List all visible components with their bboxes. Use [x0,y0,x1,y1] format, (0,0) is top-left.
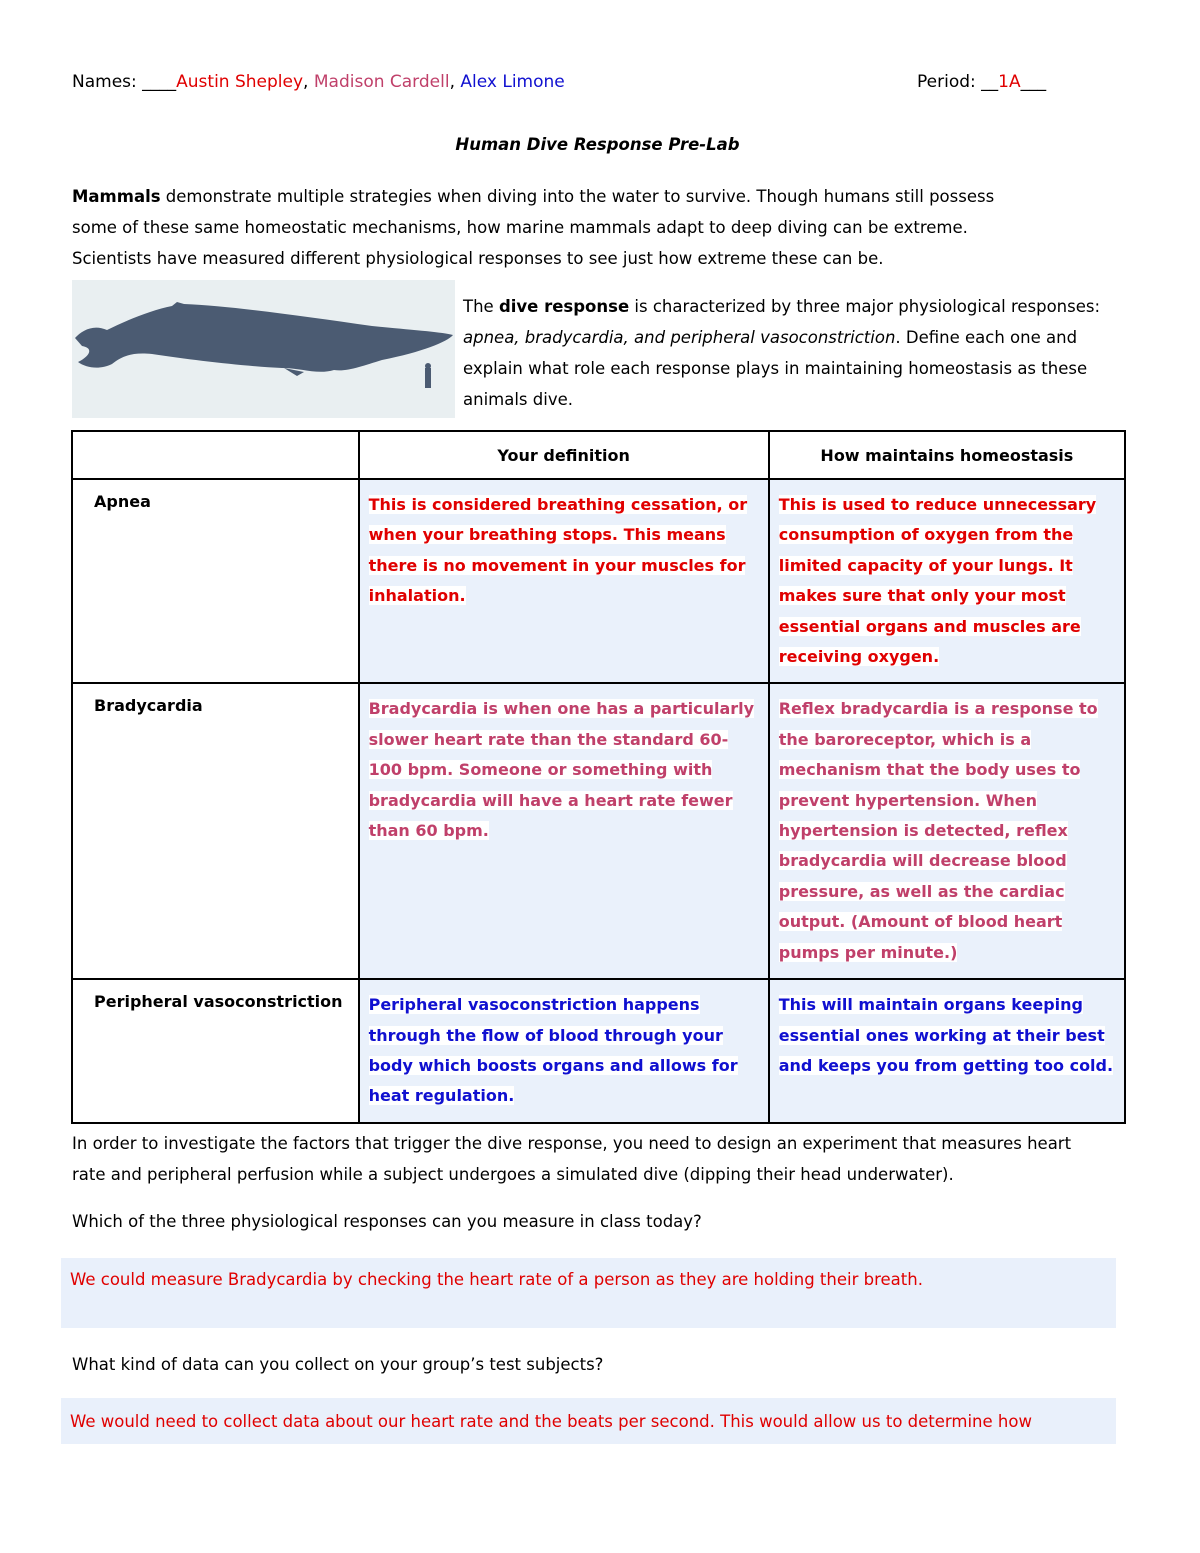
bradycardia-homeostasis[interactable] [769,683,1125,979]
dive-response-paragraph [463,291,1133,415]
names-line [72,72,565,92]
page-title: Human Dive Response Pre-Lab [455,135,740,154]
vasoconstriction-homeostasis[interactable] [769,979,1125,1123]
answer-1-text: We could measure Bradycardia by checking the heart rate of a person as they are holding their breath. [70,1270,923,1289]
apnea-definition-text: This is considered breathing cessation, or when your breathing stops. This means there is no movement in your muscles for inhalation. [368,495,748,606]
whale-illustration [72,280,455,418]
dive-pre: The [463,297,499,316]
dive-italic: apnea, bradycardia, and peripheral vasoconstriction [463,328,896,347]
bradycardia-definition-text: Bradycardia is when one has a particularly slower heart rate than the standard 60-100 bpm. Someone or something with bradycardia will have a heart rate fewer than 60 bpm. [368,699,755,841]
answer-1-field[interactable] [61,1258,1116,1328]
dive-post: . Define each one and [895,328,1078,347]
names-label: Names: ____ [72,72,177,92]
period-label: Period: __ [917,72,999,92]
whale-silhouette-icon [72,280,455,418]
period-tail: ___ [1020,72,1047,92]
question-1: Which of the three physiological responses can you measure in class today? [72,1212,702,1231]
answer-2-text: We would need to collect data about our heart rate and the beats per second. This would allow us to determine how [70,1412,1032,1431]
dive-line-4: animals dive. [463,390,573,409]
bradycardia-definition[interactable] [359,683,769,979]
vasoconstriction-homeostasis-text: This will maintain organs keeping essential ones working at their best and keeps you from getting too cold. [778,995,1114,1075]
dive-line-3: explain what role each response plays in maintaining homeostasis as these [463,359,1088,378]
period-value: 1A [998,72,1021,92]
table-row [72,683,1125,979]
response-table [71,430,1126,1124]
apnea-homeostasis-text: This is used to reduce unnecessary consumption of oxygen from the limited capacity of your lungs. It makes sure that only your most essential organs and muscles are receiving oxygen. [778,495,1097,667]
table-row [72,979,1125,1123]
period-line [917,72,1046,92]
question-2: What kind of data can you collect on your group’s test subjects? [72,1355,604,1374]
dive-mid: is characterized by three major physiological responses: [629,297,1101,316]
student-name-1: Austin Shepley [176,72,304,92]
name-separator: , [303,72,314,92]
intro-bold: Mammals [72,187,161,206]
intro-line-2: some of these same homeostatic mechanisms, how marine mammals adapt to deep diving can be extreme. [72,218,968,237]
row-label-bradycardia: Bradycardia [72,683,359,979]
header-homeostasis: How maintains homeostasis [769,431,1125,479]
investigate-paragraph [72,1128,1142,1190]
header-definition: Your definition [359,431,769,479]
intro-paragraph [72,181,1132,274]
vasoconstriction-definition[interactable] [359,979,769,1123]
row-label-apnea: Apnea [72,479,359,683]
intro-line-3: Scientists have measured different physiological responses to see just how extreme these can be. [72,249,884,268]
apnea-homeostasis[interactable] [769,479,1125,683]
table-header-row [72,431,1125,479]
vasoconstriction-definition-text: Peripheral vasoconstriction happens through the flow of blood through your body which boosts organs and allows for heat regulation. [368,995,738,1106]
header-empty-cell [72,431,359,479]
investigate-line-1: In order to investigate the factors that trigger the dive response, you need to design an experiment that measures heart [72,1134,1072,1153]
dive-bold: dive response [498,297,630,316]
student-name-3: Alex Limone [460,72,565,92]
student-name-2: Madison Cardell [313,72,450,92]
answer-2-field[interactable] [61,1398,1116,1444]
investigate-line-2: rate and peripheral perfusion while a subject undergoes a simulated dive (dipping their head underwater). [72,1165,954,1184]
row-label-vasoconstriction: Peripheral vasoconstriction [72,979,359,1123]
apnea-definition[interactable] [359,479,769,683]
table-row [72,479,1125,683]
name-separator: , [449,72,461,92]
bradycardia-homeostasis-text: Reflex bradycardia is a response to the baroreceptor, which is a mechanism that the body uses to prevent hypertension. When hypertension is detected, reflex bradycardia will decrease blood pressure, as well as the cardiac output. (Amount of blood heart pumps per minute.) [778,699,1098,962]
intro-line-1: demonstrate multiple strategies when diving into the water to survive. Though humans still possess [160,187,995,206]
